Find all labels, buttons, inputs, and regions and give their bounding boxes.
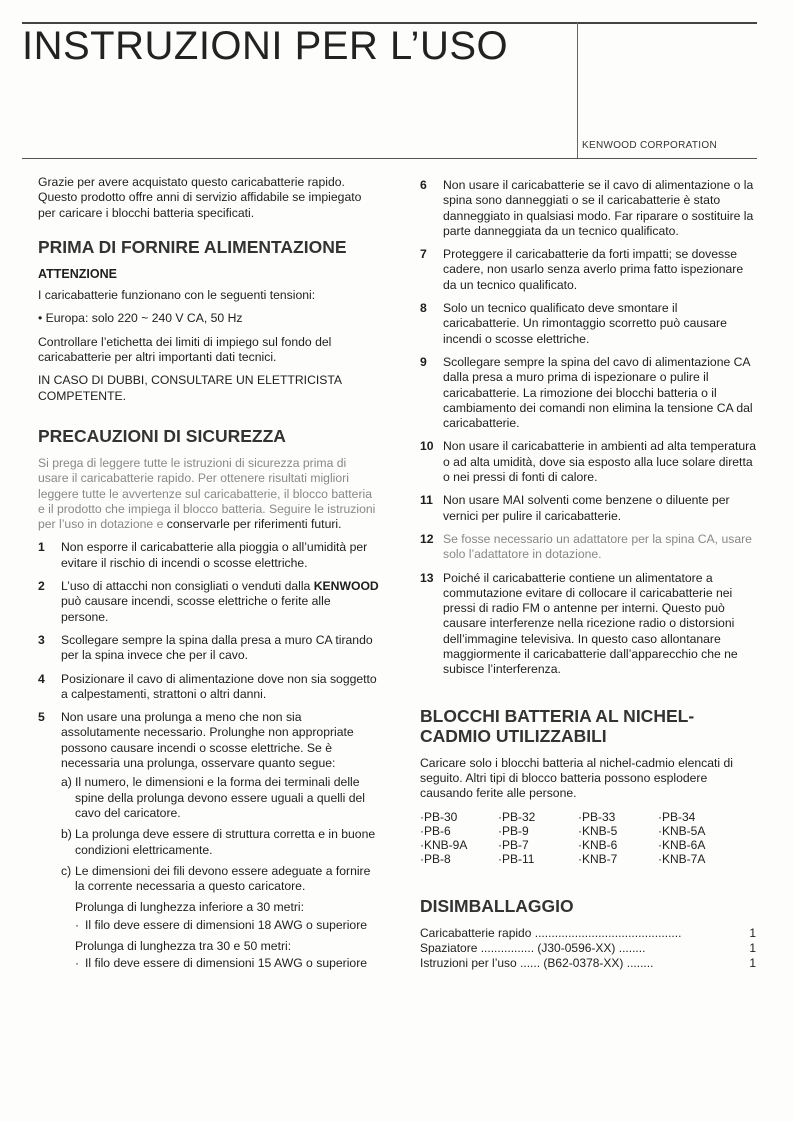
safety-item: 4 Posizionare il cavo di alimentazione dove non sia soggetto a calpestamenti, strattoni o altri danni. (38, 671, 377, 701)
sub-item: c) Le dimensioni dei fili devono essere adeguate a fornire la corrente necessaria a questo caricatore. (61, 863, 371, 894)
battery-model: ·PB-7 (498, 837, 529, 852)
voltage-intro: I caricabatterie funzionano con le seguenti tensioni: (38, 288, 316, 303)
safety-item: 3 Scollegare sempre la spina dalla presa a muro CA tirando per la spina invece che per il cavo. (38, 632, 373, 663)
battery-model: ·PB-9 (498, 823, 529, 838)
intro-paragraph: Grazie per avere acquistato questo caricabatterie rapido. Questo prodotto offre anni di servizio affidabile se impiegato per caricare i blocchi batteria specificati. (38, 175, 362, 220)
safety-item: 11 Non usare MAI solventi come benzene o diluente per vernici per pulire il caricabatterie. (420, 493, 730, 523)
unpacking-heading: DISIMBALLAGGIO (420, 895, 574, 916)
header-rule (22, 158, 757, 159)
battery-models (420, 810, 756, 866)
battery-model: ·KNB-5 (578, 823, 618, 838)
batteries-heading: BLOCCHI BATTERIA AL NICHEL-CADMIO UTILIZZABILI (420, 705, 695, 746)
ext-long-label: Prolunga di lunghezza tra 30 e 50 metri: (75, 938, 292, 953)
safety-item: 9 Scollegare sempre la spina del cavo di alimentazione CA dalla presa a muro prima di ispezionare o pulire il caricabatterie. La rimozione dei blocchi batteria o il cambiamento dei comandi non elimina la tensione CA dal caricabatterie. (420, 354, 753, 431)
safety-item: 8 Solo un tecnico qualificato deve smontare il caricabatterie. Un rimontaggio scorretto può causare incendi o scosse elettriche. (420, 301, 727, 346)
battery-model: ·KNB-6 (578, 837, 618, 852)
ext-long-bullet: · Il filo deve essere di dimensioni 15 AWG o superiore (75, 956, 368, 971)
safety-item: 5 Non usare una prolunga a meno che non sia assolutamente necessario. Prolunghe non appropriate possono causare incendi o scosse elettriche. Se è necessaria una prolunga, osservare quanto segue: a) Il numero, le dimensioni e la forma dei terminali delle spine della prolunga devono essere uguali a quelli del cavo del caricatore. b) La prolunga deve essere di struttura corretta e in buone condizioni elettricamente. c) Le dimensioni dei fili devono essere adeguate a fornire la corrente necessaria a questo caricatore. Prolunga di lunghezza inferiore a 30 metri: · Il filo deve essere di dimensioni 18 AWG o superiore Prolunga di lunghezza tra 30 e 50 metri: · Il filo deve essere di dimensioni 15 AWG o superiore (38, 710, 380, 977)
battery-model: ·PB-8 (420, 851, 451, 866)
ext-short-label: Prolunga di lunghezza inferiore a 30 metri: (75, 900, 304, 915)
safety-intro: Si prega di leggere tutte le istruzioni di sicurezza prima di usare il caricabatterie rapido. Per ottenere risultati migliori leggere tutte le avvertenze sul caricabatterie, il blocco batteria e il prodotto che impiega il blocco batteria. Seguire le istruzioni per l’uso in dotazione e conservarle per riferimenti futuri. (38, 455, 376, 532)
package-item: Caricabatterie rapido ............................................ 1 (420, 925, 756, 940)
safety-item: 13 Poiché il caricabatterie contiene un alimentatore a commutazione evitare di collocare il caricabatterie nei pressi di radio FM o antenne per interni. Questo può causare interferenze nella ricezione radio o distorsioni dell’immagine televisiva. In questo caso allontanare maggiormente il caricabatterie dall’apparecchio che ne subisce l’interferenza. (420, 570, 738, 677)
package-item: Spaziatore ................ (J30-0596-XX) ........ 1 (420, 940, 756, 955)
label-note: Controllare l’etichetta dei limiti di impiego sul fondo del caricabatterie per altri importanti dati tecnici. (38, 334, 332, 365)
package-item: Istruzioni per l’uso ...... (B62-0378-XX) ........ 1 (420, 955, 756, 970)
batteries-text: Caricare solo i blocchi batteria al nichel-cadmio elencati di seguito. Altri tipi di blocco batteria possono esplodere causando ferite alle persone. (420, 755, 733, 801)
battery-model: ·KNB-9A (420, 837, 468, 852)
left-column (38, 175, 380, 986)
battery-model: ·PB-11 (498, 851, 535, 866)
safety-heading: PRECAUZIONI DI SICUREZZA (38, 425, 286, 446)
right-column (420, 178, 756, 971)
safety-item: 12 Se fosse necessario un adattatore per la spina CA, usare solo l’adattatore in dotazione. (420, 531, 752, 562)
battery-model: ·PB-32 (498, 809, 536, 824)
battery-model: ·KNB-5A (658, 823, 706, 838)
safety-item: 7 Proteggere il caricabatterie da forti impatti; se dovesse cadere, non usarlo senza averlo prima fatto ispezionare da un tecnico qualificato. (420, 247, 744, 292)
extension-cord-conditions (61, 775, 380, 971)
header-divider (577, 22, 578, 159)
page-title: INSTRUZIONI PER L’USO (22, 24, 509, 68)
power-heading: PRIMA DI FORNIRE ALIMENTAZIONE (38, 236, 347, 257)
safety-item: 10 Non usare il caricabatterie in ambienti ad alta temperatura o ad alta umidità, dove sia esposto alla luce solare diretta o nei pressi di fonti di calore. (420, 439, 756, 485)
sub-item: b) La prolunga deve essere di struttura corretta e in buone condizioni elettricamente. (61, 827, 376, 857)
battery-model: ·PB-34 (658, 809, 696, 824)
company-name: KENWOOD CORPORATION (582, 140, 717, 151)
battery-model: ·PB-6 (420, 823, 451, 838)
ext-short-bullet: · Il filo deve essere di dimensioni 18 AWG o superiore (75, 917, 368, 932)
safety-item: 1 Non esporre il caricabatterie alla pioggia o all’umidità per evitare il rischio di incendi o scosse elettriche. (38, 540, 368, 570)
battery-model: ·PB-33 (578, 809, 616, 824)
battery-model: ·PB-30 (420, 809, 458, 824)
voltage-europe: • Europa: solo 220 ~ 240 V CA, 50 Hz (38, 311, 243, 326)
battery-model: ·KNB-6A (658, 837, 706, 852)
electrician-note: IN CASO DI DUBBI, CONSULTARE UN ELETTRICISTA COMPETENTE. (38, 373, 342, 403)
battery-model: ·KNB-7A (658, 851, 706, 866)
battery-model: ·KNB-7 (578, 851, 618, 866)
package-contents (420, 926, 756, 971)
safety-item: 2 L’uso di attacchi non consigliati o venduti dalla KENWOOD può causare incendi, scosse elettriche o ferite alle persone. (38, 579, 379, 624)
safety-item: 6 Non usare il caricabatterie se il cavo di alimentazione o la spina sono danneggiati o se il caricabatterie è stato danneggiato in qualsiasi modo. Far riparare o sostituire la parte danneggiata da un tecnico qualificato. (420, 178, 754, 238)
sub-item: a) Il numero, le dimensioni e la forma dei terminali delle spine della prolunga devono essere uguali a quelli del cavo del caricatore. (61, 775, 366, 820)
attention-heading: ATTENZIONE (38, 266, 117, 281)
brand-name: KENWOOD (313, 579, 379, 594)
